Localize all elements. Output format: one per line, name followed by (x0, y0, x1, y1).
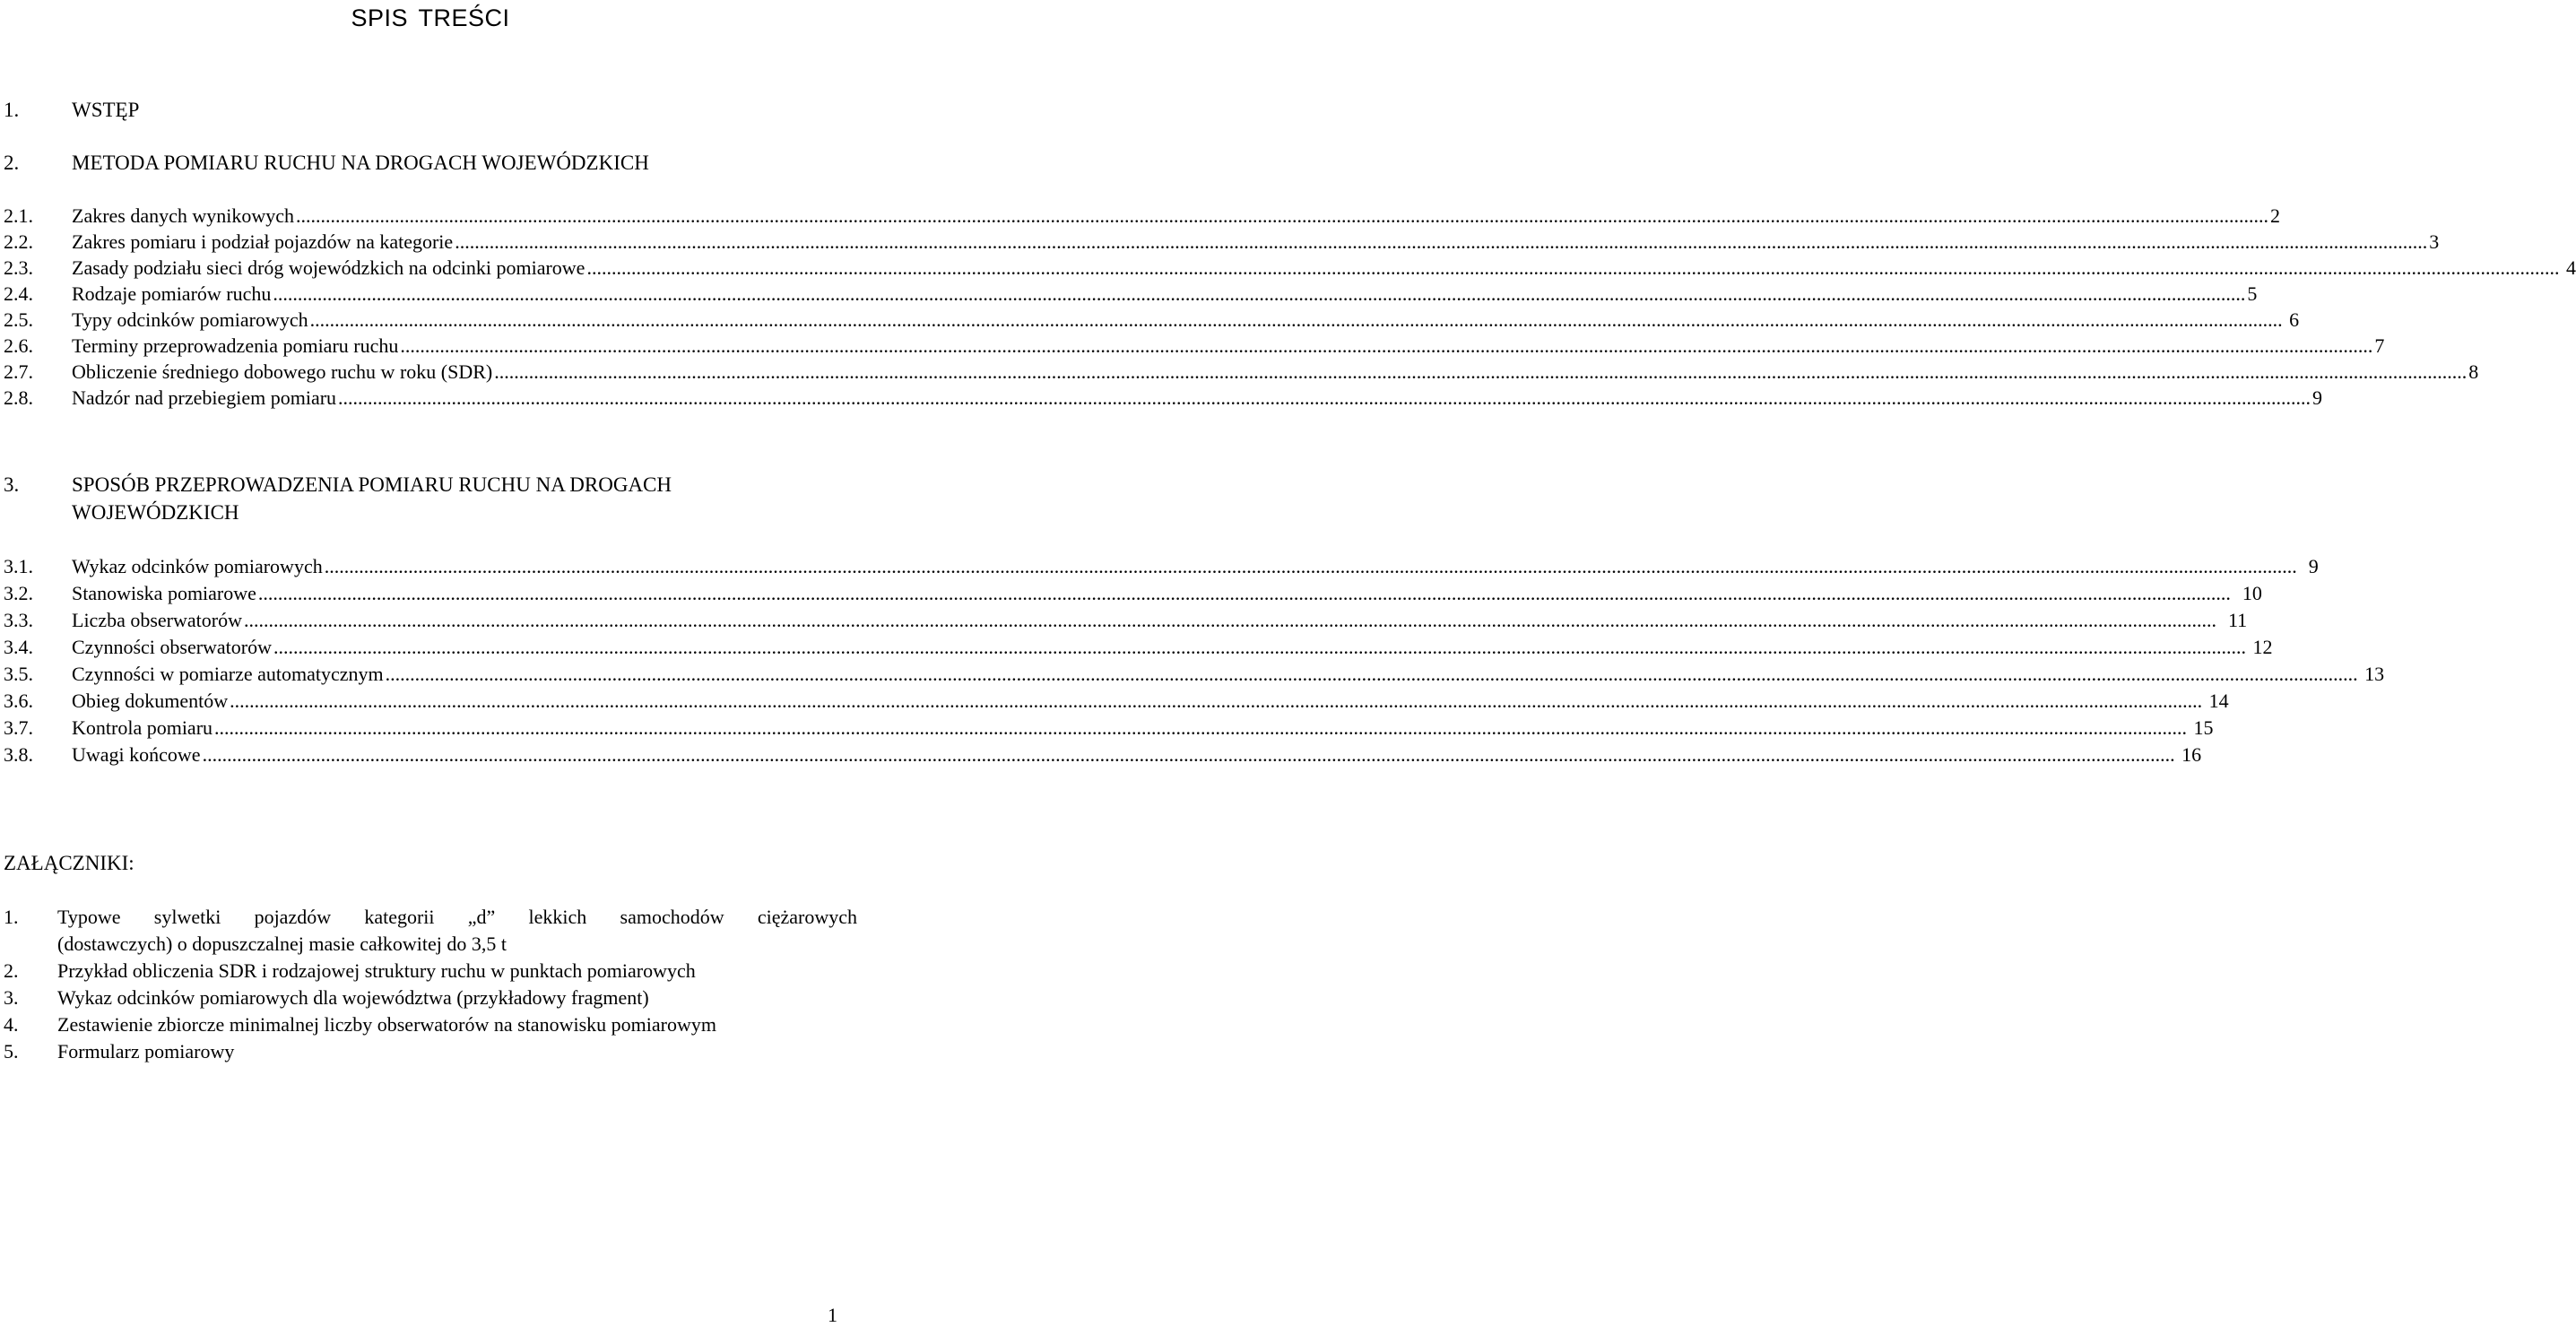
toc-entry[interactable] (4, 385, 2323, 412)
toc-entry-number: 2.3. (4, 256, 33, 279)
toc-entry-number: 3.1. (4, 555, 33, 577)
toc-entry-page: 8 (2468, 360, 2479, 383)
attachment-text: Formularz pomiarowy (57, 1040, 235, 1063)
toc-entry[interactable] (4, 307, 2300, 334)
toc-leader-dots: ................................................................................................................................................................................................................................................................................................................................................................................................................ (324, 555, 2297, 577)
attachment-text: Typowe sylwetki pojazdów kategorii „d” lekkich samochodów ciężarowych (57, 906, 857, 928)
toc-entry-number: 3.4. (4, 636, 33, 658)
attachment-text: Wykaz odcinków pomiarowych dla województwa (przykładowy fragment) (57, 986, 649, 1009)
toc-leader-dots: ................................................................................................................................................................................................................................................................................................................................................................................................................ (273, 636, 2247, 658)
toc-entry[interactable] (4, 634, 2273, 661)
toc-leader-dots: ................................................................................................................................................................................................................................................................................................................................................................................................................ (243, 609, 2216, 631)
toc-leader-dots: ................................................................................................................................................................................................................................................................................................................................................................................................................ (273, 282, 2246, 305)
toc-entry-number: 3.5. (4, 663, 33, 685)
attachment-number: 5. (4, 1040, 19, 1063)
section-1-number: 1. (4, 99, 20, 121)
toc-entry[interactable] (4, 203, 2281, 230)
toc-entry-label: Zasady podziału sieci dróg wojewódzkich na odcinki pomiarowe (72, 256, 585, 279)
toc-entry-page: 16 (2176, 743, 2202, 766)
attachment-number: 4. (4, 1013, 19, 1036)
toc-entry-page: 11 (2217, 609, 2248, 631)
toc-entry-label: Kontrola pomiaru (72, 716, 213, 739)
section-2-number: 2. (4, 152, 20, 174)
toc-entry-number: 2.7. (4, 360, 33, 383)
toc-entry-number: 2.6. (4, 334, 33, 357)
attachment-item (4, 1011, 857, 1038)
toc-entry[interactable] (4, 580, 2262, 607)
toc-entry-label: Obliczenie średniego dobowego ruchu w roku (SDR) (72, 360, 493, 383)
toc-entry[interactable] (4, 553, 2319, 580)
attachments-title: ZAŁĄCZNIKI: (4, 852, 134, 874)
toc-leader-dots: ................................................................................................................................................................................................................................................................................................................................................................................................................ (494, 360, 2468, 383)
section-3-title-line1: SPOSÓB PRZEPROWADZENIA POMIARU RUCHU NA DROGACH (72, 473, 672, 496)
toc-entry-page: 6 (2284, 308, 2300, 331)
toc-entry-number: 2.4. (4, 282, 33, 305)
toc-entry-label: Wykaz odcinków pomiarowych (72, 555, 323, 577)
toc-entry-number: 3.2. (4, 582, 33, 604)
toc-leader-dots: ................................................................................................................................................................................................................................................................................................................................................................................................................ (338, 386, 2311, 409)
toc-leader-dots: ................................................................................................................................................................................................................................................................................................................................................................................................................ (400, 334, 2373, 357)
toc-entry[interactable] (4, 255, 2576, 282)
toc-leader-dots: ................................................................................................................................................................................................................................................................................................................................................................................................................ (214, 716, 2188, 739)
toc-entry[interactable] (4, 333, 2385, 360)
toc-entry[interactable] (4, 688, 2229, 715)
section-3-number: 3. (4, 473, 20, 496)
toc-entry-number: 2.5. (4, 308, 33, 331)
attachment-item (4, 985, 857, 1011)
toc-entry-page: 12 (2248, 636, 2273, 658)
toc-entry-number: 2.8. (4, 386, 33, 409)
toc-entry-page: 5 (2247, 282, 2258, 305)
toc-entry-page: 9 (2298, 555, 2319, 577)
toc-entry-label: Czynności w pomiarze automatycznym (72, 663, 384, 685)
toc-entry-page: 14 (2204, 690, 2229, 712)
toc-entry[interactable] (4, 229, 2440, 256)
toc-entry[interactable] (4, 607, 2248, 634)
attachment-number: 2. (4, 959, 19, 982)
section-3-title-line2: WOJEWÓDZKICH (72, 501, 239, 524)
toc-leader-dots: ................................................................................................................................................................................................................................................................................................................................................................................................................ (385, 663, 2358, 685)
toc-entry-label: Rodzaje pomiarów ruchu (72, 282, 272, 305)
toc-entry-page: 4 (2561, 256, 2576, 279)
attachment-text-continued: (dostawczych) o dopuszczalnej masie całkowitej do 3,5 t (57, 933, 507, 955)
page-number: 1 (828, 1304, 837, 1326)
toc-entry-page: 9 (2312, 386, 2323, 409)
toc-entry-number: 3.3. (4, 609, 33, 631)
toc-entry[interactable] (4, 715, 2214, 742)
toc-entry-number: 3.8. (4, 743, 33, 766)
toc-entry-label: Zakres danych wynikowych (72, 204, 295, 227)
toc-entry-page: 13 (2359, 663, 2385, 685)
attachment-text: Zestawienie zbiorcze minimalnej liczby obserwatorów na stanowisku pomiarowym (57, 1013, 716, 1036)
toc-leader-dots: ................................................................................................................................................................................................................................................................................................................................................................................................................ (202, 743, 2175, 766)
toc-leader-dots: ................................................................................................................................................................................................................................................................................................................................................................................................................ (586, 256, 2560, 279)
toc-entry[interactable] (4, 742, 2202, 768)
section-1-title: WSTĘP (72, 99, 140, 121)
toc-entry-label: Terminy przeprowadzenia pomiaru ruchu (72, 334, 399, 357)
attachment-number: 3. (4, 986, 19, 1009)
toc-leader-dots: ................................................................................................................................................................................................................................................................................................................................................................................................................ (257, 582, 2231, 604)
toc-entry-page: 15 (2189, 716, 2214, 739)
toc-entry-number: 3.6. (4, 690, 33, 712)
toc-entry[interactable] (4, 359, 2479, 386)
toc-entry[interactable] (4, 661, 2385, 688)
toc-entry-page: 7 (2374, 334, 2385, 357)
attachment-number: 1. (4, 906, 19, 928)
toc-entry-label: Zakres pomiaru i podział pojazdów na kategorie (72, 230, 454, 253)
attachment-text: Przykład obliczenia SDR i rodzajowej struktury ruchu w punktach pomiarowych (57, 959, 696, 982)
attachment-item (4, 1038, 857, 1065)
toc-leader-dots: ................................................................................................................................................................................................................................................................................................................................................................................................................ (230, 690, 2203, 712)
toc-entry-label: Liczba obserwatorów (72, 609, 242, 631)
toc-entry-page: 3 (2429, 230, 2440, 253)
page-title: SPIS TREŚCI (351, 4, 510, 31)
toc-leader-dots: ................................................................................................................................................................................................................................................................................................................................................................................................................ (309, 308, 2283, 331)
attachment-item (4, 904, 857, 958)
toc-entry-page: 2 (2270, 204, 2281, 227)
toc-entry-label: Obieg dokumentów (72, 690, 229, 712)
toc-leader-dots: ................................................................................................................................................................................................................................................................................................................................................................................................................ (296, 204, 2269, 227)
toc-entry-label: Uwagi końcowe (72, 743, 201, 766)
toc-leader-dots: ................................................................................................................................................................................................................................................................................................................................................................................................................ (455, 230, 2428, 253)
toc-entry-label: Typy odcinków pomiarowych (72, 308, 308, 331)
toc-entry[interactable] (4, 281, 2258, 308)
toc-entry-label: Stanowiska pomiarowe (72, 582, 256, 604)
toc-entry-number: 2.1. (4, 204, 33, 227)
toc-entry-number: 2.2. (4, 230, 33, 253)
toc-entry-label: Czynności obserwatorów (72, 636, 273, 658)
section-2-title: METODA POMIARU RUCHU NA DROGACH WOJEWÓDZKICH (72, 152, 649, 174)
toc-entry-page: 10 (2232, 582, 2262, 604)
attachment-item (4, 958, 857, 985)
toc-entry-number: 3.7. (4, 716, 33, 739)
toc-entry-label: Nadzór nad przebiegiem pomiaru (72, 386, 337, 409)
